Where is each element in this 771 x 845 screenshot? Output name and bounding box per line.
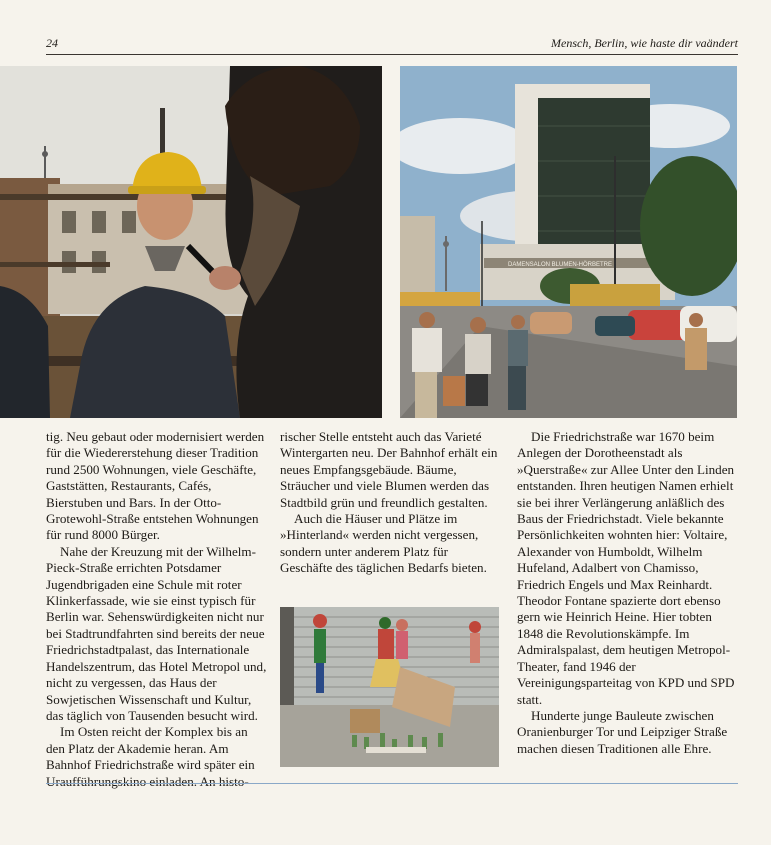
paragraph: tig. Neu gebaut oder modernisiert werden für die Wiedererstehung dieser Tradition rund 2500 Wohnungen, viele Geschäfte, Gaststätten, Restaurants, Cafés, Bierstuben und Bars. In der Otto-Grotewohl-Straße entstehen Wohnungen für rund 8000 Bürger. bbox=[46, 429, 265, 543]
building-sign-text: DAMENSALON BLUMEN-HÖRBETRE bbox=[508, 262, 613, 268]
paragraph: Die Friedrichstraße war 1670 beim Anlegen der Dorotheenstadt als »Querstraße« zur Allee Unter den Linden entstanden. Ihren heutigen Namen erhielt sie bei ihrer Verlängerung anläßlich des Baus der Friedrichstadt. Viele bekannte Persönlichkeiten wohnten hier: Voltaire, Alexander von Humboldt, Wilhelm Hufeland, Adalbert von Chamisso, Friedrich Engels und Max Reinhardt. Theodor Fontane spazierte dort ebenso gern wie Heinrich Heine. Hier tobten 1848 die Revolutionskämpfe. Im Admiralspalast, dem heutigen Metropol-Theater, fand 1946 der Vereinigungsparteitag von KPD und SPD statt. bbox=[517, 429, 735, 707]
paragraph: Im Osten reicht der Komplex bis an den Platz der Akademie heran. Am Bahnhof Friedrichstraße wird später ein Uraufführungskino einladen. An histo- bbox=[46, 724, 255, 789]
page-header bbox=[46, 34, 738, 55]
running-title: Mensch, Berlin, wie haste dir vaändert bbox=[551, 36, 738, 50]
page-number: 24 bbox=[46, 36, 58, 50]
paragraph: Nahe der Kreuzung mit der Wilhelm-Pieck-Straße errichten Potsdamer Jugendbrigaden eine Schule mit roter Klinkerfassade, wie sie einst typisch für Berlin war. Sehenswürdigkeiten nicht nur bei Stadtrundfahrten sind bereits der neue Friedrichstadtpalast, das Internationale Handelszentrum, das Hotel Metropol und, nicht zu vergessen, das Haus der Sowjetischen Wissenschaft und Kultur, das täglich von Tausenden besucht wird. bbox=[46, 543, 267, 723]
photo-painted-shutter bbox=[280, 607, 499, 767]
paragraph: Auch die Häuser und Plätze im »Hinterland« werden nicht vergessen, sondern unter anderem Platz für Geschäfte des täglichen Bedarfs bieten. bbox=[280, 511, 487, 576]
paragraph: rischer Stelle entsteht auch das Varieté Wintergarten neu. Der Bahnhof erhält ein neues Empfangsgebäude. Bäume, Sträucher und viele Blumen werden das Stadtbild grün und freundlich gestalten. bbox=[280, 429, 498, 510]
text-column-1 bbox=[46, 429, 268, 790]
photo-friedrichstrasse-street bbox=[400, 66, 737, 418]
text-column-2 bbox=[280, 429, 502, 577]
text-column-3 bbox=[517, 429, 739, 757]
photo-worker-interview bbox=[0, 66, 382, 418]
footer-rule bbox=[46, 783, 738, 784]
paragraph: Hunderte junge Bauleute zwischen Oranienburger Tor und Leipziger Straße machen diesen Traditionen alle Ehre. bbox=[517, 707, 728, 756]
